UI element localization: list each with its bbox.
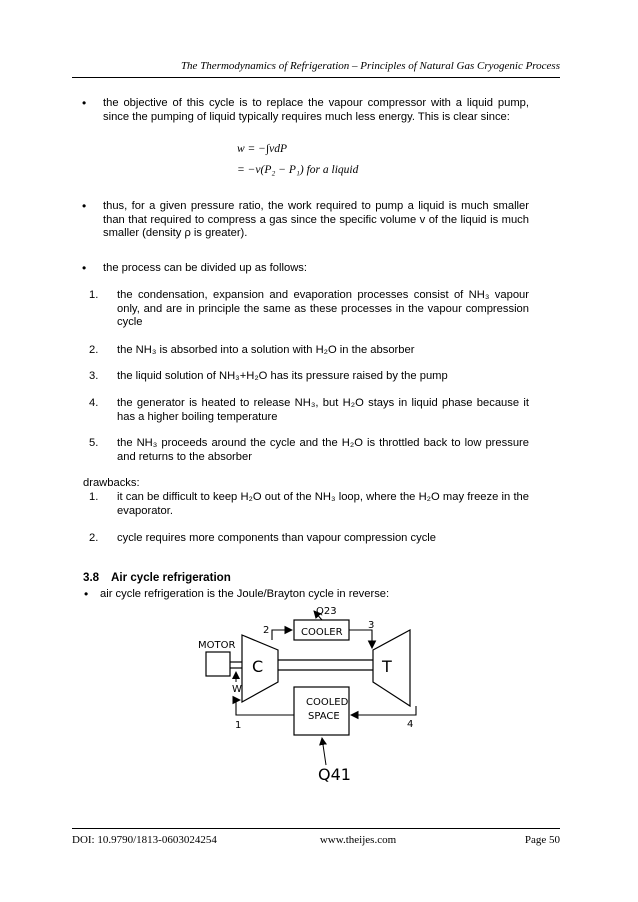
drawback-number: 1. bbox=[89, 491, 99, 503]
list-item-step-2 bbox=[89, 344, 529, 358]
step-number: 1. bbox=[89, 289, 99, 301]
work-label: W bbox=[232, 684, 242, 695]
step-number: 5. bbox=[89, 437, 99, 449]
bullet-paragraph-pressure-ratio: thus, for a given pressure ratio, the work required to pump a liquid is much smaller than that required to compress a gas since the specific volume v of the liquid is much smaller (density ρ is greater). bbox=[103, 200, 529, 240]
drawback-number: 2. bbox=[89, 532, 99, 544]
step-text: the NH₃ is absorbed into a solution with H₂O in the absorber bbox=[117, 344, 415, 356]
step-text: the liquid solution of NH₃+H₂O has its pressure raised by the pump bbox=[117, 370, 448, 382]
state-2-label: 2 bbox=[263, 625, 270, 636]
section-heading bbox=[83, 571, 231, 585]
step-text: the NH₃ proceeds around the cycle and the H₂O is throttled back to low pressure and returns to the absorber bbox=[117, 437, 529, 463]
section-number: 3.8 bbox=[83, 571, 100, 584]
cooled-space-label-line2: SPACE bbox=[308, 711, 340, 722]
state-3-label: 3 bbox=[368, 620, 375, 631]
motor-label: MOTOR bbox=[198, 640, 236, 651]
step-text: the condensation, expansion and evaporation processes consist of NH₃ vapour only, and are in principle the same as these processes in the vapour compression cycle bbox=[117, 289, 529, 329]
q41-label: Q41 bbox=[318, 765, 351, 784]
cooler-label: COOLER bbox=[301, 627, 343, 638]
footer-doi: DOI: 10.9790/1813-0603024254 bbox=[72, 834, 217, 846]
air-cycle-diagram bbox=[190, 600, 440, 790]
bullet-paragraph-objective: the objective of this cycle is to replace the vapour compressor with a liquid pump, since the pumping of liquid typically requires much less energy. This is clear since: bbox=[103, 97, 529, 123]
step-text: the generator is heated to release NH₃, but H₂O stays in liquid phase because it has a higher boiling temperature bbox=[117, 397, 529, 423]
list-item-drawback-1 bbox=[89, 491, 529, 518]
q23-label: Q23 bbox=[316, 606, 337, 617]
drawback-text: it can be difficult to keep H₂O out of the NH₃ loop, where the H₂O may freeze in the evaporator. bbox=[117, 491, 529, 517]
running-header: The Thermodynamics of Refrigeration – Principles of Natural Gas Cryogenic Process bbox=[180, 60, 560, 72]
list-item-step-5 bbox=[89, 437, 529, 464]
list-item-drawback-2 bbox=[89, 532, 529, 546]
step-number: 2. bbox=[89, 344, 99, 356]
motor-box bbox=[206, 652, 230, 676]
list-item-step-3 bbox=[89, 370, 529, 384]
equation-work-liquid: = −v(P₂ − P₁) for a liquid bbox=[237, 164, 359, 176]
drawbacks-label: drawbacks: bbox=[83, 477, 140, 489]
list-item-step-4 bbox=[89, 397, 529, 424]
header-rule bbox=[72, 77, 560, 78]
bullet-marker: • bbox=[82, 199, 87, 213]
state-1-label: 1 bbox=[235, 720, 242, 731]
bullet-paragraph-process: the process can be divided up as follows: bbox=[103, 262, 307, 274]
compressor-label: C bbox=[252, 657, 264, 676]
step-number: 4. bbox=[89, 397, 99, 409]
footer-page-number: Page 50 bbox=[524, 834, 560, 846]
step-number: 3. bbox=[89, 370, 99, 382]
state-4-label: 4 bbox=[407, 719, 414, 730]
footer-rule bbox=[72, 828, 560, 829]
turbine-label: T bbox=[382, 657, 392, 676]
flow-arrow-space-1 bbox=[236, 700, 294, 715]
bullet-marker: • bbox=[82, 96, 87, 110]
list-item-step-1 bbox=[89, 289, 529, 330]
cooled-space-label-line1: COOLED bbox=[306, 697, 349, 708]
section-title: Air cycle refrigeration bbox=[111, 571, 231, 584]
equation-work-integral: w = −∫vdP bbox=[237, 143, 287, 155]
flow-arrow-4-space bbox=[351, 706, 416, 715]
drawback-text: cycle requires more components than vapour compression cycle bbox=[117, 532, 436, 544]
flow-arrow-2-cooler bbox=[272, 630, 292, 640]
flow-arrow-cooler-3 bbox=[349, 630, 372, 648]
heat-q41-arrow bbox=[322, 738, 326, 765]
bullet-paragraph-air-cycle: air cycle refrigeration is the Joule/Brayton cycle in reverse: bbox=[100, 588, 390, 600]
bullet-marker: • bbox=[84, 587, 89, 601]
bullet-marker: • bbox=[82, 261, 87, 275]
footer-website: www.theijes.com bbox=[319, 834, 397, 846]
